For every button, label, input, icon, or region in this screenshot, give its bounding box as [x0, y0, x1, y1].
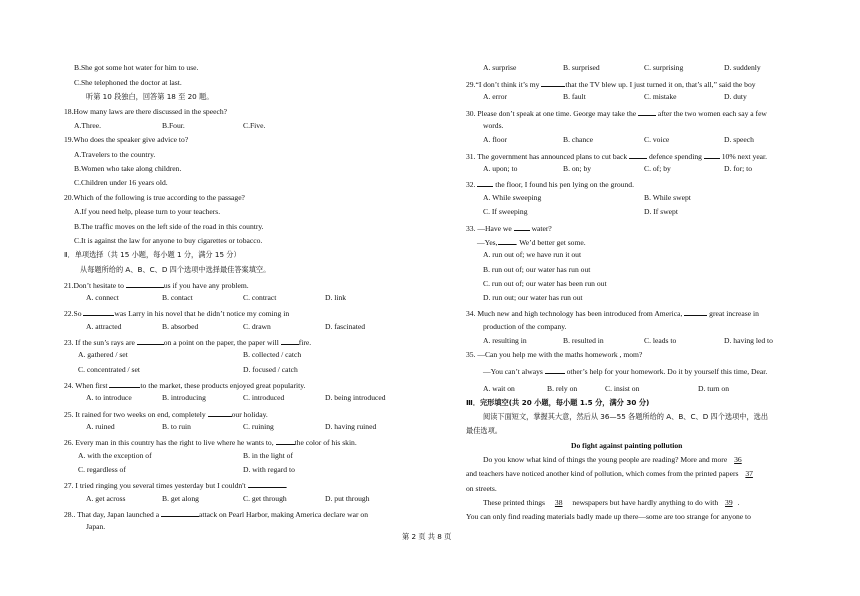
q18-stem: 18.How many laws are there discussed in the speech?	[64, 107, 228, 116]
q33-option-b: B. run out of; our water has run out	[483, 265, 591, 274]
q21-stem: 21.Don’t hesitate to us if you have any problem.	[64, 281, 249, 290]
q34-stem-continued: production of the company.	[483, 322, 567, 331]
q24-option-a: A. to introduce	[86, 393, 132, 402]
q18-option-c: C.Five.	[243, 121, 266, 130]
q21-option-a: A. connect	[86, 293, 119, 302]
q34-stem: 34. Much new and high technology has been introduced from America, great increase in	[466, 309, 759, 318]
q19-option-a: A.Travelers to the country.	[74, 150, 156, 159]
passage-line-1: Do you know what kind of things the young people are reading? More and more 36	[483, 455, 742, 464]
q26-option-b: B. in the light of	[243, 451, 293, 460]
section-2-title: Ⅱ．单项选择（共 15 小题，每小题 1 分，满分 15 分）	[64, 250, 241, 259]
section-3-instruction: 阅读下面短文，掌握其大意，然后从 36—55 各题所给的 A、B、C、D 四个选项中，选出	[483, 412, 769, 421]
section-3-title: Ⅲ．完形填空(共 20 小题，每小题 1.5 分，满分 30 分)	[466, 398, 650, 407]
q21-option-b: B. contact	[162, 293, 193, 302]
q24-option-d: D. being introduced	[325, 393, 386, 402]
q27-option-d: D. put through	[325, 494, 370, 503]
q35-option-a: A. wait on	[483, 384, 515, 393]
listening-instruction: 听第 10 段独白，回答第 18 至 20 题。	[86, 92, 214, 101]
q34-option-b: B. resulted in	[563, 336, 604, 345]
q26-option-a: A. with the exception of	[78, 451, 152, 460]
q35-stem-reply: —You can’t always other’s help for your homework. Do it by yourself this time, Dear.	[483, 367, 768, 376]
q29-option-b: B. fault	[563, 92, 586, 101]
q22-option-d: D. fascinated	[325, 322, 366, 331]
q19-option-b: B.Women who take along children.	[74, 164, 182, 173]
q28-stem: 28.. That day, Japan launched a attack on Pearl Harbor, making America declare war on	[64, 510, 369, 519]
q21-option-c: C. contract	[243, 293, 277, 302]
passage-line-2: and teachers have noticed another kind of pollution, which comes from the printed papers 37	[466, 469, 753, 478]
q18-option-b: B.Four.	[162, 121, 185, 130]
q23-stem: 23. If the sun’s rays are on a point on the paper, the paper will fire.	[64, 338, 312, 347]
q28-stem-continued: Japan.	[86, 522, 106, 531]
q30-stem-continued: words.	[483, 121, 504, 130]
q21-option-d: D. link	[325, 293, 347, 302]
blank-37: 37	[745, 469, 753, 478]
q19-option-c: C.Children under 16 years old.	[74, 178, 168, 187]
q35-option-d: D. turn on	[698, 384, 730, 393]
q27-option-b: B. get along	[162, 494, 199, 503]
q34-option-a: A. resulting in	[483, 336, 527, 345]
q24-option-c: C. introduced	[243, 393, 285, 402]
q33-option-a: A. run out of; we have run it out	[483, 250, 582, 259]
q30-option-c: C. voice	[644, 135, 670, 144]
q28-option-b: B. surprised	[563, 63, 600, 72]
q22-stem: 22.So was Larry in his novel that he didn’t notice my coming in	[64, 309, 290, 318]
q31-option-a: A. upon; to	[483, 164, 518, 173]
q23-option-b: B. collected / catch	[243, 350, 302, 359]
q25-option-b: B. to ruin	[162, 422, 191, 431]
q31-option-d: D. for; to	[724, 164, 753, 173]
q32-option-b: B. While swept	[644, 193, 691, 202]
section-3-instruction-continued: 最佳选项。	[466, 426, 502, 435]
q30-option-d: D. speech	[724, 135, 754, 144]
q34-option-d: D. having led to	[724, 336, 773, 345]
q22-option-a: A. attracted	[86, 322, 122, 331]
q28-option-d: D. suddenly	[724, 63, 761, 72]
q35-stem: 35. —Can you help me with the maths homework , mom?	[466, 350, 643, 359]
q29-option-d: D. duty	[724, 92, 747, 101]
blank-39: 39	[725, 498, 733, 507]
q23-option-c: C. concentrated / set	[78, 365, 140, 374]
q29-option-c: C. mistake	[644, 92, 677, 101]
q24-stem: 24. When first to the market, these products enjoyed great popularity.	[64, 381, 306, 390]
q32-option-a: A. While sweeping	[483, 193, 542, 202]
passage-line-4: These printed things 38 newspapers but have hardly anything to do with 39 .	[483, 498, 740, 507]
q31-stem: 31. The government has announced plans to cut back defence spending 10% next year.	[466, 152, 768, 161]
blank-38: 38	[554, 498, 563, 507]
q22-option-c: C. drawn	[243, 322, 271, 331]
q30-option-a: A. floor	[483, 135, 508, 144]
q30-stem: 30. Please don’t speak at one time. George may take the after the two women each say a few	[466, 109, 767, 118]
q27-stem: 27. I tried ringing you several times yesterday but I couldn't .	[64, 481, 288, 490]
q22-option-b: B. absorbed	[162, 322, 199, 331]
q17-option-c: C.She telephoned the doctor at last.	[74, 78, 182, 87]
q27-option-c: C. get through	[243, 494, 287, 503]
q30-option-b: B. chance	[563, 135, 593, 144]
blank-36: 36	[734, 455, 742, 464]
section-2-instruction: 从每题所给的 A、B、C、D 四个选项中选择最佳答案填空。	[80, 265, 271, 274]
q28-option-a: A. surprise	[483, 63, 517, 72]
q31-option-c: C. of; by	[644, 164, 671, 173]
q33-option-c: C. run out of; our water has been run out	[483, 279, 607, 288]
q31-option-b: B. on; by	[563, 164, 592, 173]
q17-option-b: B.She got some hot water for him to use.	[74, 63, 199, 72]
q34-option-c: C. leads to	[644, 336, 677, 345]
q33-stem-reply: —Yes, . We’d better get some.	[477, 238, 586, 247]
q29-stem: 29.“I don’t think it’s my that the TV blew up. I just turned it on, that’s all,” said the boy	[466, 80, 756, 89]
q25-stem: 25. It rained for two weeks on end, completely our holiday.	[64, 410, 268, 419]
q26-option-d: D. with regard to	[243, 465, 295, 474]
q32-option-c: C. If sweeping	[483, 207, 528, 216]
passage-line-5: You can only find reading materials badly made up there—some are too strange for anyone to	[466, 512, 751, 521]
q25-option-a: A. ruined	[86, 422, 115, 431]
passage-title: Do fight against painting pollution	[571, 441, 683, 450]
q27-option-a: A. get across	[86, 494, 126, 503]
q25-option-c: C. ruining	[243, 422, 274, 431]
q20-option-b: B.The traffic moves on the left side of the road in this country.	[74, 222, 264, 231]
q32-option-d: D. If swept	[644, 207, 678, 216]
q33-option-d: D. run out; our water has run out	[483, 293, 583, 302]
q23-option-a: A. gathered / set	[78, 350, 128, 359]
q26-option-c: C. regardless of	[78, 465, 126, 474]
q25-option-d: D. having ruined	[325, 422, 377, 431]
q32-stem: 32. the floor, I found his pen lying on the ground.	[466, 180, 634, 189]
q29-option-a: A. error	[483, 92, 508, 101]
q33-stem: 33. —Have we water?	[466, 224, 552, 233]
q20-option-c: C.It is against the law for anyone to buy cigarettes or tobacco.	[74, 236, 263, 245]
q28-option-c: C. surprising	[644, 63, 684, 72]
q19-stem: 19.Who does the speaker give advice to?	[64, 135, 189, 144]
page-number: 第 2 页 共 8 页	[402, 532, 452, 541]
q24-option-b: B. introducing	[162, 393, 206, 402]
q26-stem: 26. Every man in this country has the right to live where he wants to, the color of his skin.	[64, 438, 357, 447]
q35-option-b: B. rely on	[547, 384, 578, 393]
q18-option-a: A.Three.	[74, 121, 101, 130]
q20-stem: 20.Which of the following is true according to the passage?	[64, 193, 245, 202]
q20-option-a: A.If you need help, please turn to your teachers.	[74, 207, 221, 216]
q23-option-d: D. focused / catch	[243, 365, 298, 374]
passage-line-3: on streets.	[466, 484, 497, 493]
q35-option-c: C. insist on	[605, 384, 640, 393]
